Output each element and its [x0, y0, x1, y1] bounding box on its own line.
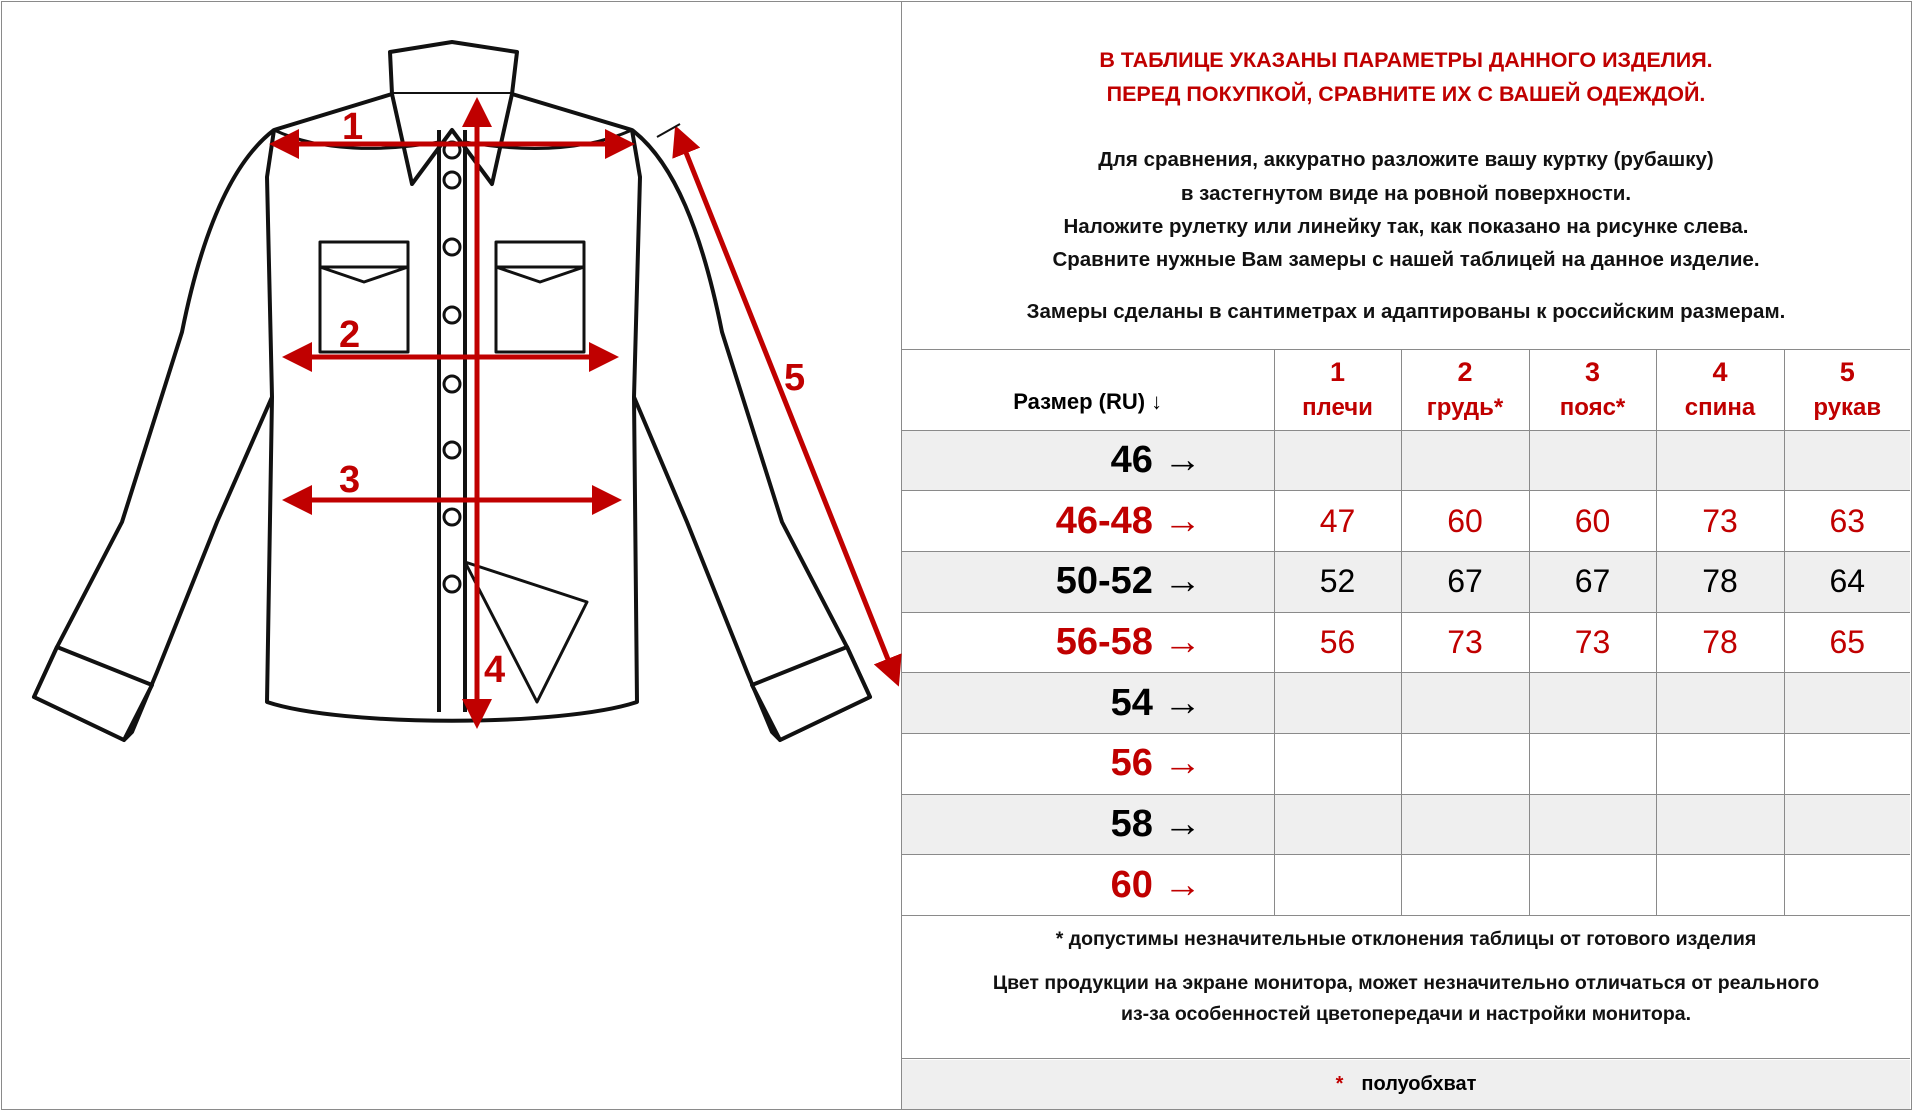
measurement-cell — [1401, 855, 1529, 916]
table-row — [902, 491, 1910, 552]
size-label: 60 → — [902, 855, 1274, 916]
measurement-cell: 52 — [1274, 551, 1401, 612]
label-waist: 3 — [339, 459, 361, 501]
measurement-cell: 67 — [1401, 551, 1529, 612]
label-shoulders: 1 — [342, 106, 364, 148]
column-header-back: 4 спина — [1656, 350, 1784, 430]
instruction-line: в застегнутом виде на ровной поверхности. — [1180, 182, 1632, 205]
size-label: 54 → — [902, 673, 1274, 734]
button — [444, 509, 460, 525]
measurement-cell: 73 — [1656, 491, 1784, 552]
measurement-cell: 65 — [1784, 612, 1910, 673]
button — [444, 442, 460, 458]
color-note-line: из-за особенностей цветопередачи и настройки монитора. — [1120, 1003, 1691, 1025]
measurement-cell — [1401, 733, 1529, 794]
measurement-cell — [1274, 430, 1401, 491]
measurement-cell — [1529, 673, 1656, 734]
measurement-cell — [1529, 733, 1656, 794]
label-back-length: 4 — [484, 649, 506, 691]
table-row — [902, 430, 1910, 491]
button — [444, 307, 460, 323]
size-label: 46 → — [902, 430, 1274, 491]
measurement-cell — [1401, 430, 1529, 491]
size-label: 46-48 → — [902, 491, 1274, 552]
deviation-note: * допустимы незначительные отклонения таблицы от готового изделия — [1055, 928, 1757, 950]
table-row — [902, 794, 1910, 855]
half-girth-note — [902, 1060, 1910, 1109]
measurement-cell — [1784, 855, 1910, 916]
measurement-cell — [1656, 673, 1784, 734]
measurement-cell — [1274, 673, 1401, 734]
measurement-cell — [1529, 794, 1656, 855]
footer-notes — [902, 916, 1910, 1059]
table-row — [902, 673, 1910, 734]
button — [444, 239, 460, 255]
column-header-shoulders: 1 плечи — [1274, 350, 1401, 430]
measurement-cell: 78 — [1656, 551, 1784, 612]
asterisk-mark: * — [1335, 1073, 1344, 1095]
measurement-cell: 78 — [1656, 612, 1784, 673]
measurement-cell: 63 — [1784, 491, 1910, 552]
measurement-cell — [1784, 430, 1910, 491]
table-row — [902, 855, 1910, 916]
measurement-cell — [1274, 733, 1401, 794]
shirt-measurement-diagram — [1, 1, 902, 1110]
size-column-header: Размер (RU) ↓ — [902, 350, 1274, 430]
label-chest: 2 — [339, 314, 361, 356]
measurement-cell: 73 — [1401, 612, 1529, 673]
table-header-row — [902, 350, 1910, 430]
size-table — [902, 350, 1910, 916]
measurement-cell: 73 — [1529, 612, 1656, 673]
size-label: 50-52 → — [902, 551, 1274, 612]
table-row — [902, 733, 1910, 794]
column-header-chest: 2 грудь* — [1401, 350, 1529, 430]
measurement-cell — [1529, 855, 1656, 916]
instruction-line: Сравните нужные Вам замеры с нашей таблицей на данное изделие. — [1052, 248, 1760, 271]
measurement-cell — [1784, 794, 1910, 855]
size-label: 58 → — [902, 794, 1274, 855]
measurement-cell — [1784, 733, 1910, 794]
measurement-cell — [1274, 794, 1401, 855]
instruction-line: Наложите рулетку или линейку так, как показано на рисунке слева. — [1063, 215, 1749, 238]
measurement-cell — [1656, 855, 1784, 916]
intro-section — [902, 2, 1910, 350]
instruction-line: Для сравнения, аккуратно разложите вашу куртку (рубашку) — [1098, 148, 1714, 171]
table-row — [902, 551, 1910, 612]
measurement-cell — [1784, 673, 1910, 734]
measurement-cell — [1529, 430, 1656, 491]
measurement-cell: 47 — [1274, 491, 1401, 552]
measurement-cell: 60 — [1529, 491, 1656, 552]
measurement-cell — [1656, 733, 1784, 794]
warning-line: В ТАБЛИЦЕ УКАЗАНЫ ПАРАМЕТРЫ ДАННОГО ИЗДЕЛИЯ. — [1099, 48, 1713, 72]
shirt-drawing — [2, 2, 902, 1110]
measurement-cell: 60 — [1401, 491, 1529, 552]
table-body — [902, 430, 1910, 916]
measurement-cell: 67 — [1529, 551, 1656, 612]
measurement-cell — [1274, 855, 1401, 916]
color-note-line: Цвет продукции на экране монитора, может незначительно отличаться от реального — [992, 972, 1820, 994]
info-panel — [902, 1, 1912, 1110]
size-label: 56 → — [902, 733, 1274, 794]
measurement-cell — [1656, 430, 1784, 491]
measurement-cell: 64 — [1784, 551, 1910, 612]
measurement-cell: 56 — [1274, 612, 1401, 673]
measurement-cell — [1656, 794, 1784, 855]
size-label: 56-58 → — [902, 612, 1274, 673]
measurement-cell — [1401, 673, 1529, 734]
column-header-sleeve: 5 рукав — [1784, 350, 1910, 430]
button — [444, 576, 460, 592]
button — [444, 376, 460, 392]
measurement-cell — [1401, 794, 1529, 855]
warning-line: ПЕРЕД ПОКУПКОЙ, СРАВНИТЕ ИХ С ВАШЕЙ ОДЕЖДОЙ. — [1106, 82, 1706, 106]
label-sleeve: 5 — [784, 357, 806, 399]
half-girth-label: полуобхват — [1361, 1073, 1477, 1095]
column-header-waist: 3 пояс* — [1529, 350, 1656, 430]
button — [444, 172, 460, 188]
units-note: Замеры сделаны в сантиметрах и адаптированы к российским размерам. — [1026, 300, 1786, 323]
table-row — [902, 612, 1910, 673]
